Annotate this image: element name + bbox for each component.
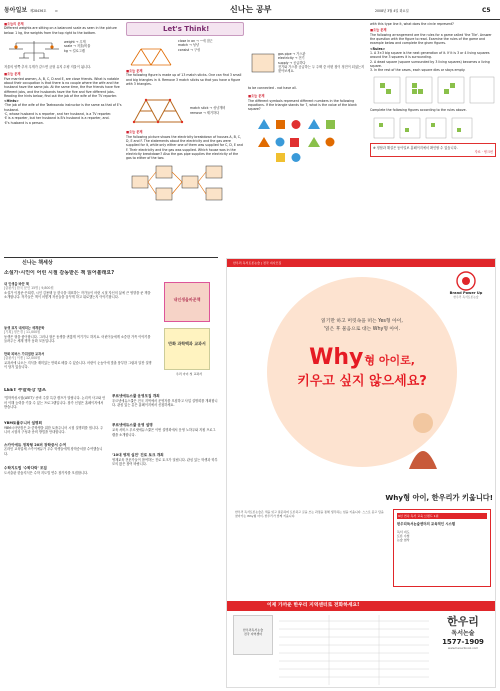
- n4-title: 수학지도법 '수학다락' 모집: [4, 466, 47, 471]
- q4-heading: ■오늘 문제: [126, 130, 143, 135]
- answer-note-box: [370, 143, 496, 158]
- hint-item: ·C, whose husband is a reporter, and her husband, is a TV reporter.: [4, 112, 112, 117]
- vocab-line: scale → 저울/비율: [64, 44, 91, 49]
- rule-mark: ⊙: [55, 8, 58, 13]
- q3-text: The following figure is made up of 13 match sticks. One can find 3 small and big triangles in it. Remove 3 match sticks so that you have a figure with 3 triangles.: [126, 73, 242, 86]
- answer-note: ※ 정답과 해설은 동아일보 홈페이지에서 확인할 수 있습니다.: [373, 145, 458, 150]
- banner: [126, 22, 244, 36]
- ad-circle-line1: 읽기만 하고 머릿속을 떠는 Yes형 아이,: [321, 319, 403, 324]
- q6-heading: ■오늘 문제: [370, 28, 387, 33]
- book-3-cover-title: 만화 과학백과 교과서: [168, 341, 206, 346]
- vocab-line: supply → 공급하다: [278, 60, 306, 65]
- ad-child-photo: [403, 409, 443, 469]
- shapes-note: to be connected - not have all.: [248, 86, 297, 90]
- puzzle-col-1: [4, 22, 122, 254]
- book-2-meta: [기획] 정은경 | 11,000원: [4, 330, 41, 335]
- ad-system-item: 토론 수업: [397, 533, 410, 538]
- ad-url: www.hanuribook.com: [447, 646, 479, 651]
- banner-title: Let's Think!: [163, 25, 210, 33]
- ad-brand-sub: 한우리 독서토론논술: [453, 294, 479, 299]
- book-3-title: 만화 피버스 가위질한 교과서: [4, 352, 45, 356]
- masthead: [0, 0, 500, 22]
- tile-grid-figure: [370, 75, 496, 105]
- header-rule: [0, 19, 500, 20]
- ad-logo-product: 독서논술: [451, 629, 475, 637]
- book-1-cover-title: 내인생을바꾼책: [173, 297, 201, 302]
- issue-date: 2008년 3월 4일 화요일: [375, 8, 409, 13]
- n7-title: '10대 영재 실전' 진로 토크 개최: [112, 452, 164, 457]
- q5-text: The different symbols represent different numbers in the following equations. If the triangle stands for 7, what is the value of the blank square?: [248, 98, 357, 112]
- books-header: [4, 257, 218, 269]
- ad-bottom-left-2: 전국 지역센터: [243, 632, 263, 637]
- news-col-2: [112, 388, 218, 688]
- q6-end: Complete the following figures according to the rules above.: [370, 108, 467, 113]
- houses-diagram: [126, 162, 244, 202]
- vocab-line: match stick → 성냥개비: [190, 106, 226, 111]
- shapes-equations: [248, 115, 366, 163]
- n5-text: 푸르넷에듀스쿨은 전국 지역에서 운영자를 모집하고 사업 설명회를 개최합니다. 관심 있는 분은 홈페이지에서 신청하세요.: [112, 398, 218, 408]
- rule-item: 3. In the rest of the cases, each square dies or stays empty.: [370, 68, 466, 73]
- book-3-cover: [164, 328, 210, 370]
- ad-headline-rest: 형 아이로,: [364, 354, 415, 367]
- q1-heading: ■오늘의 문제: [4, 22, 24, 26]
- matchstick-triangles-figure: [126, 39, 172, 69]
- ad-bottom-left-1: 한우리독서논술: [242, 628, 264, 632]
- hint-item: ·E's husband is a person.: [4, 120, 44, 125]
- rules-heading: <Rules>: [370, 46, 386, 51]
- n3-title: 스카이에듀 정착형 20퍼 장학증서 수여: [4, 442, 67, 447]
- ad-headline-2: 키우고 싶지 않으세요?: [297, 374, 427, 389]
- ad-tagline: Why형 아이, 한우리가 키웁니다!: [385, 493, 493, 502]
- vocab-line: remove → 제거하다: [190, 110, 220, 115]
- top-question: with this type line it, what does the circle represent?: [370, 22, 454, 26]
- vocab-line: consist → 구성: [178, 47, 201, 52]
- ad-system-title: 한우리독서논술센터의 교육적인 시스템: [397, 522, 456, 527]
- book-1-title: 내 인생을 바꾼 책: [4, 282, 29, 286]
- ad-brand-title: Brand Power Up: [449, 291, 483, 295]
- news-col-1: [4, 388, 106, 688]
- hint-item: ·E is a reporter, but her husband is B's husband is a reporter, and.: [4, 116, 110, 121]
- gas-note: 전기와 가스를 공급하는 두 주택 중 어떤 집이 정전이 되었는지 찾아보세요.: [278, 64, 365, 74]
- book-1-text: 소설가 이청준·은희경, 시인 김용택 등 한국을 대표하는 작가들이 어린 시절 자신의 삶에 큰 영향을 준 책을 소개합니다. 작가들은 책이 어떻게 자신들을 꿈꾸게 하고 위로했는지 이야기합니다.: [4, 290, 151, 299]
- rule-item: 2. A dead square (square surrounded by 3 living squares) becomes a living square.: [370, 59, 490, 68]
- book-1-meta: [출판사] 한국 문인 15명 | 9,800원: [4, 286, 54, 291]
- ad-system-item: 독서 지도: [397, 529, 410, 534]
- vocab-line: electricity → 전기: [278, 56, 305, 61]
- houses-figure: [126, 162, 244, 202]
- issue-number: 제28436호: [30, 8, 47, 13]
- puzzle-col-4: [370, 22, 496, 254]
- q2-heading: ■오늘 문제: [4, 72, 21, 77]
- ad-brand: [443, 271, 489, 300]
- ad-bottom-left: [233, 615, 273, 655]
- ad-system-item: 논술 첨삭: [397, 537, 410, 542]
- scale-figure: [4, 37, 122, 63]
- gas-vocab: [278, 52, 366, 74]
- book-3: [4, 352, 154, 380]
- n6-text: 교육 서비스 푸르넷에듀스쿨은 이번 설명회에서 운영 노하우와 지원 프로그램을 소개합니다.: [112, 428, 216, 437]
- q5-heading: ■오늘 문제: [248, 94, 265, 99]
- section-title: 신나는 공부: [230, 5, 272, 14]
- tile-grids: [370, 75, 496, 105]
- q2-text: Five married women, A, B, C, D and E, are close friends. What is notable about their occupation is that there is no couple where the wife and the husband have the same job. At the same time, the five friends have five different jobs, and the husbands have the five and five different jobs. Reading the hints below, find out the job of the wife of the TV reporter.: [4, 76, 120, 98]
- vocab-line: gas pipe → 가스관: [278, 52, 306, 56]
- n5-title: 푸르넷에듀스쿨 운영모집 개최: [112, 394, 160, 398]
- n7-text: 영재교육 전문가들이 참여하는 진로 토크가 열립니다. 관심 있는 학생과 학부모의 많은 참여 바랍니다.: [112, 457, 218, 467]
- section-logo: [230, 5, 280, 17]
- ad-body: 한우리 독서토론논술은 책을 읽고 질문하며 토론하고 글을 쓰는 과정을 통해 생각하는 힘을 키웁니다. 스스로 묻고 답을 찾아가는 Why형 아이, 한우리가 함께 키웁니다.: [235, 510, 384, 518]
- ad-top-strip: [227, 259, 496, 267]
- center-list-table: [279, 615, 429, 685]
- match-vocab: [126, 39, 244, 69]
- scale-note: 저울의 양쪽 추의 무게가 같으면 균형 유지 수평 저울이 됩니다.: [4, 64, 92, 69]
- books-headline: 소설가·시인이 어린 시절 감동받은 책 읽어볼래요?: [4, 270, 115, 276]
- book-1: [4, 282, 218, 324]
- hints-heading: <Hints>: [4, 99, 19, 104]
- vocab-line: close in on → ~에 접근: [178, 39, 213, 43]
- vocab-line: match → 성냥: [178, 43, 199, 48]
- page-number: C5: [482, 6, 491, 14]
- n3-text: 온라인 교육업체 스카이에듀가 우수 학생들에게 장학증서를 수여했습니다.: [4, 447, 103, 456]
- ad-headline: [267, 343, 457, 373]
- paper-logo: 동아일보: [4, 7, 28, 14]
- book-3-meta: [출판사] 이젠 | 12,000원: [4, 356, 41, 361]
- ad-circle-line2: '읽은 후 물음으로 대는 Why형 아이.: [323, 327, 401, 332]
- q3-heading: ■오늘 문제: [126, 69, 143, 73]
- rule-item: 1. A 3×3 big square is the next generation of it. If it is 3 or 4 living squares around the 3 squares it is surrounding.: [370, 50, 490, 60]
- hint-item: ·The job of the wife of the Taekwondo instructor is the same as that of E's husband.: [4, 103, 122, 112]
- q6-text: The following arrangement are the rules for a game called 'the Tile'. Answer the question with the figure to read. Examine the rules of the game and example below and complete the given figures.: [370, 32, 492, 46]
- n4-text: 도서출판 한숲지식은 수학 지도법 연수 참가자를 모집합니다.: [4, 470, 89, 475]
- ad-top-strip-text: 한우리 독서토론논술 | 전국 지사모집: [233, 261, 282, 265]
- book-3-text: 교과서에 나오는 지식을 재미있는 만화로 배울 수 있습니다. 어린이 눈높이에 맞춘 풍부한 그림과 알찬 설명이 담겨 있습니다.: [4, 360, 152, 369]
- n1-text: '법학적성시험(LEET)' 준비 주말 특강 캠프가 열립니다. 논리적 사고와 언어 이해 능력을 키울 수 있는 프로그램입니다. 참가 신청은 홈페이지에서 받습니다.: [4, 396, 106, 409]
- matchstick-grid-figure: [126, 88, 186, 128]
- n6-title: 푸르넷에듀스쿨 운영 설명: [112, 423, 153, 428]
- scale-vocab: [64, 40, 122, 53]
- tile-grid-task-figure: [370, 116, 496, 140]
- shapes-equations-figure: [248, 115, 366, 163]
- book-2: [4, 326, 154, 350]
- ad-badge: 9년 연속 독서 교육 브랜드 1위: [397, 513, 487, 519]
- puzzle-col-3: [248, 22, 366, 254]
- ad-why: Why: [309, 345, 364, 370]
- ad-center-table: [279, 615, 429, 685]
- ad-system-box: [393, 509, 491, 587]
- book-3-side-label: 우리 아이 첫 교과서: [175, 372, 203, 376]
- vocab-line: weight → 무게: [64, 39, 86, 44]
- q1-text: Different weights are sitting on a balanced scale as seen in the picture below. 1 kg, the weights from the top right to the bottom.: [4, 26, 117, 35]
- ad-bottom-banner: [227, 601, 496, 611]
- brand-emblem-icon: [456, 271, 476, 291]
- books-header-title: 신나는 책세상: [22, 260, 53, 266]
- n1-title: LEET 주말특강 캠프: [4, 388, 47, 393]
- ad-phone: 1577-1909: [442, 637, 484, 646]
- n2-title: YBM토플주니어 설명회: [4, 421, 42, 426]
- matchstick-figure: [126, 88, 244, 128]
- ad-logo-main: 한우리: [447, 615, 479, 628]
- puzzle-col-2: [126, 22, 244, 254]
- book-2-text: 동생은 형을 좋아합니다. 그러나 형은 동생을 귀찮게 여기기도 하지요. 어린이들에게 소중한 가족 이야기를 들려주는 세계 명작 동화 모음입니다.: [4, 334, 151, 343]
- advertisement: [226, 258, 496, 688]
- n2-text: YBM시사닷컴은 초·중학생을 위한 토플주니어 시험 설명회를 엽니다. 주니어 시험의 구성과 준비 방법을 안내합니다.: [4, 425, 104, 435]
- tile-grids-2: [370, 116, 496, 140]
- ad-bottom-banner-text: 이제 가까운 한우리 지역센터로 전화하세요!: [267, 603, 360, 608]
- vocab-line: kg → 킬로그램: [64, 48, 85, 53]
- child-figure-icon: [403, 409, 443, 469]
- book-1-cover: [164, 282, 210, 322]
- ad-logo: [433, 615, 493, 687]
- answer-credit: 자료 · 씽크펀: [474, 150, 493, 155]
- q4-text: The following picture shows the electricity breakdown of houses A, B, C, D, E and F. The statements about the electricity and the gas were supplied for it, while only either one of them was supplied for C, D, E and F. Their electricity and the gas was supplied. Which house was in the electricity breakdown? Also the gas pipe supplies the electricity of the gas to either of the two.: [126, 134, 243, 161]
- book-2-title: 동생 표지 대세리는 세계문학: [4, 326, 45, 330]
